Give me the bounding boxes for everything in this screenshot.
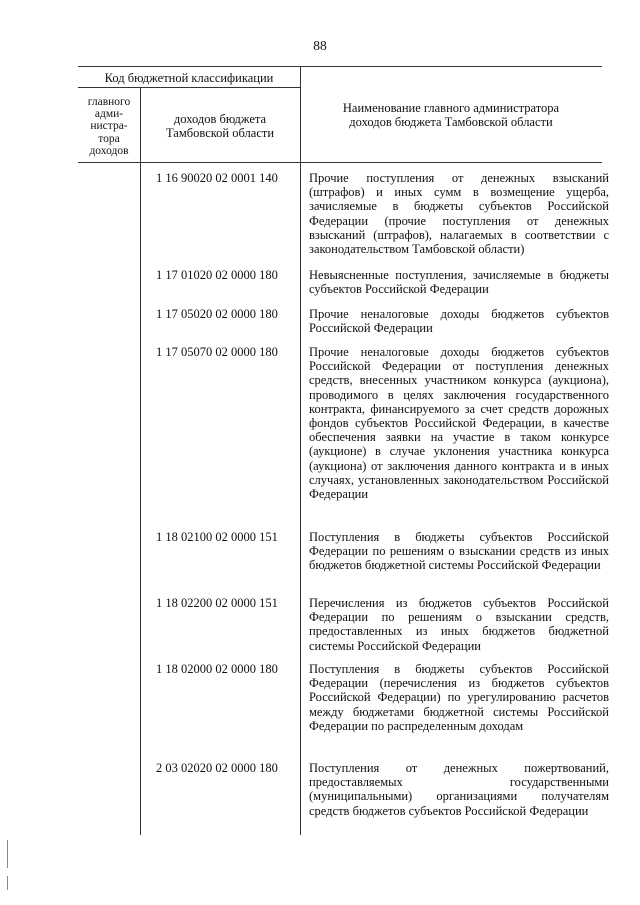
admin-column-header: главного адми- нистра- тора доходов: [87, 96, 131, 157]
header-bottom-border: [78, 162, 602, 163]
row-code: 1 17 05070 02 0000 180: [156, 345, 278, 359]
row-code: 1 17 01020 02 0000 180: [156, 268, 278, 282]
row-code: 1 18 02000 02 0000 180: [156, 662, 278, 676]
row-name: Перечисления из бюджетов субъектов Российской Федерации по решениям о взыскании средств, предоставленных из иных бюджетов бюджетной системы Российской Федерации: [309, 596, 609, 653]
row-name: Прочие поступления от денежных взысканий (штрафов) и иных сумм в возмещение ущерба, зачисляемые в бюджеты субъектов Российской Федерации (прочие поступления от денежных взысканий (штрафов), налагаемых в соответствии с законодательством Тамбовской области): [309, 171, 609, 257]
row-code: 1 16 90020 02 0001 140: [156, 171, 278, 185]
scan-edge-mark: [7, 840, 8, 868]
row-name: Поступления в бюджеты субъектов Российской Федерации по решениям о взыскании средств из иных бюджетов бюджетной системы Российской Федерации: [309, 530, 609, 573]
page-number: 88: [313, 38, 327, 53]
row-code: 1 17 05020 02 0000 180: [156, 307, 278, 321]
kbk-header: Код бюджетной классификации: [104, 71, 274, 85]
admin-col-divider: [140, 87, 141, 835]
row-name: Поступления от денежных пожертвований, предоставляемых государственными (муниципальными) организациями получателям средств бюджетов субъектов Российской Федерации: [309, 761, 609, 818]
row-code: 2 03 02020 02 0000 180: [156, 761, 278, 775]
table-top-border: [78, 66, 602, 67]
kbk-subheader-border: [78, 87, 300, 88]
row-code: 1 18 02100 02 0000 151: [156, 530, 278, 544]
row-name: Поступления в бюджеты субъектов Российской Федерации (перечисления из бюджетов субъектов Российской Федерации) по урегулированию расчетов между бюджетами бюджетной системы Российской Федерации по распределенным доходам: [309, 662, 609, 733]
scan-edge-mark: [7, 876, 8, 890]
row-name: Невыясненные поступления, зачисляемые в бюджеты субъектов Российской Федерации: [309, 268, 609, 297]
name-column-header: Наименование главного администратора доходов бюджета Тамбовской области: [342, 101, 560, 129]
name-col-divider: [300, 66, 301, 835]
income-column-header: доходов бюджета Тамбовской области: [165, 112, 275, 140]
row-name: Прочие неналоговые доходы бюджетов субъектов Российской Федерации: [309, 307, 609, 336]
row-name: Прочие неналоговые доходы бюджетов субъектов Российской Федерации от поступления денежных средств, внесенных участником конкурса (аукциона), проводимого в целях заключения государственного контракта, финансируемого за счет средств дорожных фондов субъектов Российской Федерации, в качестве обеспечения заявки на участие в таком конкурсе (аукционе) в случае уклонения участника конкурса (аукциона) от заключения данного контракта и в иных случаях, установленных законодательством Российской Федерации: [309, 345, 609, 502]
row-code: 1 18 02200 02 0000 151: [156, 596, 278, 610]
